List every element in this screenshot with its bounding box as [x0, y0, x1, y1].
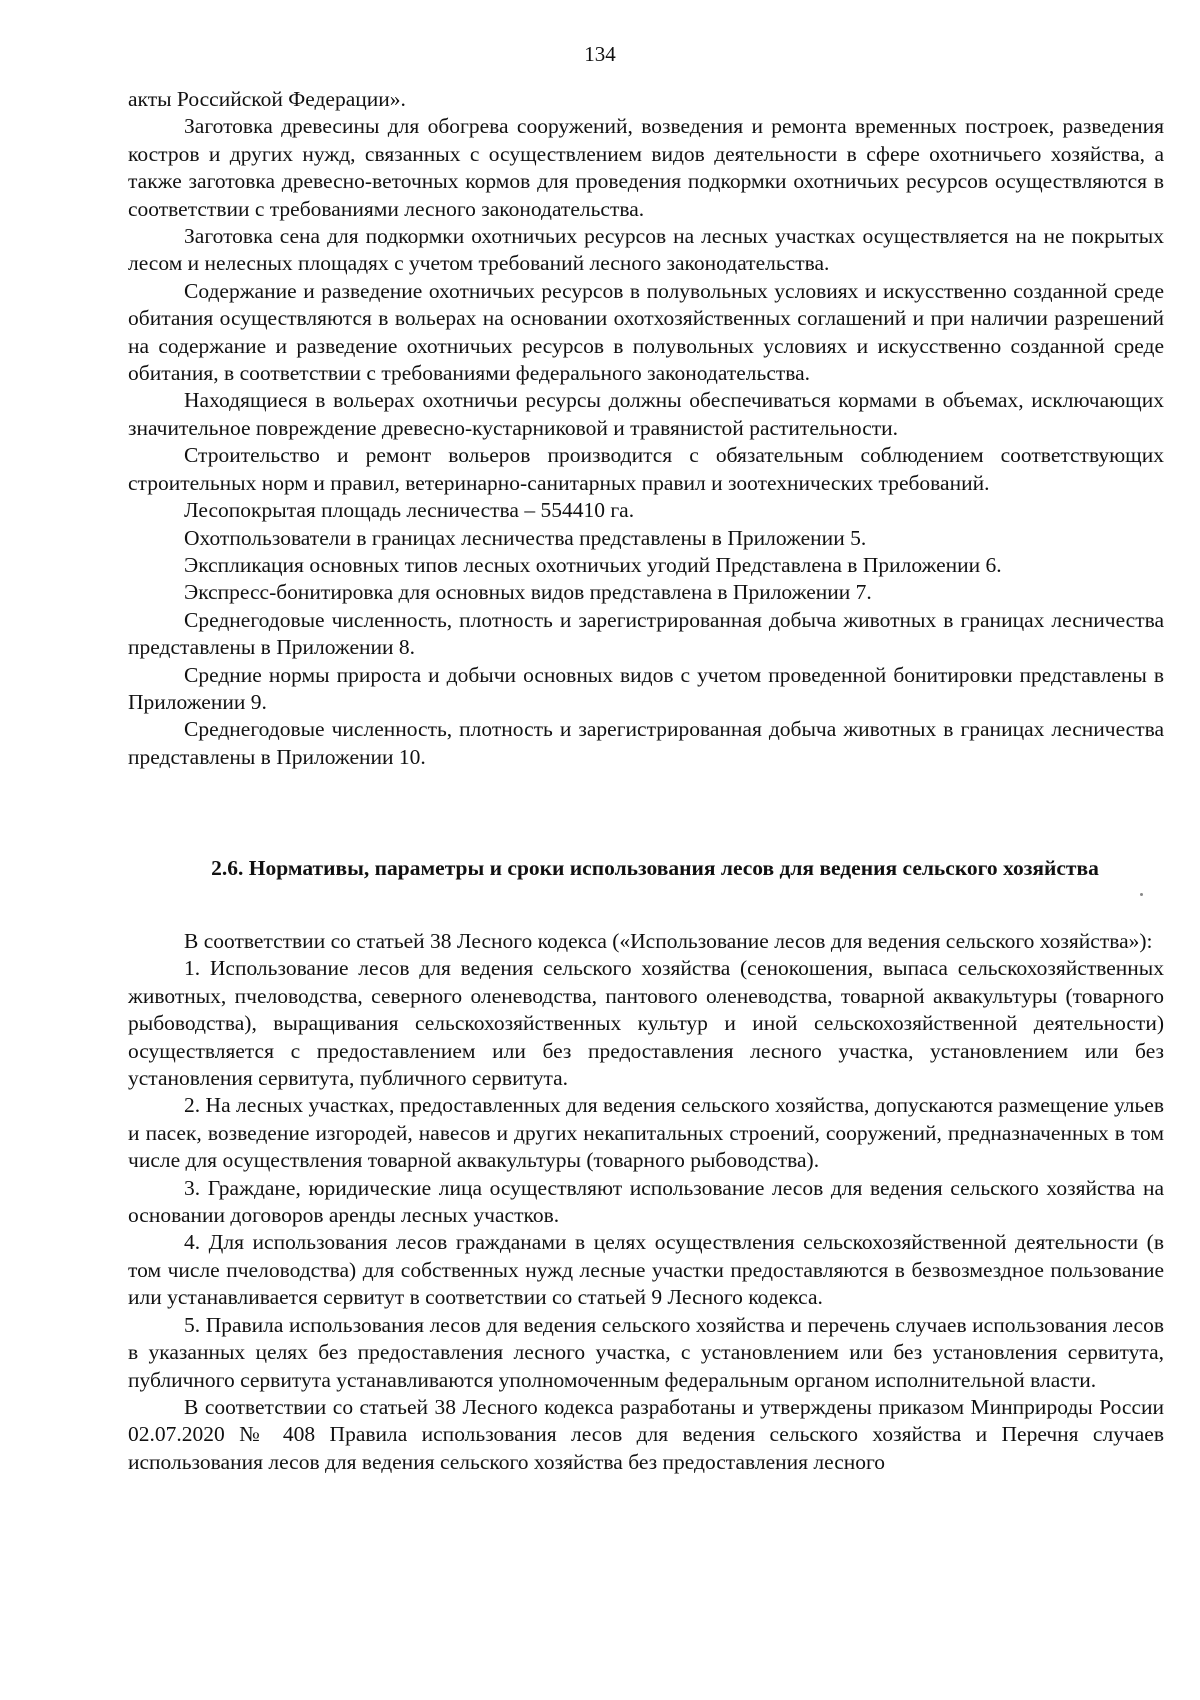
- paragraph: Содержание и разведение охотничьих ресурсов в полувольных условиях и искусственно созданной среде обитания осуществляются в вольерах на основании охотхозяйственных соглашений и при наличии разрешений на содержание и разведение охотничьих ресурсов в полувольных условиях и искусственно созданной среде обитания, в соответствии с требованиями федерального законодательства.: [128, 278, 1164, 386]
- section-heading: 2.6. Нормативы, параметры и сроки использования лесов для ведения сельского хозяйства: [211, 856, 1099, 880]
- list-item: 1. Использование лесов для ведения сельского хозяйства (сенокошения, выпаса сельскохозяйственных животных, пчеловодства, северного оленеводства, пантового оленеводства, товарной аквакультуры (товарного рыбоводства), выращивания сельскохозяйственных культур и иной сельскохозяйственной деятельности) осуществляется с предоставлением или без предоставления лесного участка, установлением или без установления сервитута, публичного сервитута.: [128, 956, 1164, 1091]
- list-item: 2. На лесных участках, предоставленных для ведения сельского хозяйства, допускаются размещение ульев и пасек, возведение изгородей, навесов и других некапитальных строений, сооружений, предназначенных в том числе для осуществления товарной аквакультуры (товарного рыбоводства).: [128, 1093, 1164, 1173]
- section-agriculture-text: [128, 928, 1164, 1476]
- paragraph: акты Российской Федерации».: [128, 87, 406, 111]
- paragraph: Лесопокрытая площадь лесничества – 554410 га.: [184, 498, 635, 523]
- paragraph: Средние нормы прироста и добычи основных видов с учетом проведенной бонитировки представлены в Приложении 9.: [128, 662, 1164, 714]
- section-hunting-text: [128, 86, 1164, 771]
- paragraph: Экспресс-бонитировка для основных видов представлена в Приложении 7.: [184, 580, 872, 605]
- paragraph: Среднегодовые численность, плотность и зарегистрированная добыча животных в границах лесничества представлены в Приложении 8.: [128, 607, 1164, 660]
- list-item: 4. Для использования лесов гражданами в целях осуществления сельскохозяйственной деятельности (в том числе пчеловодства) для собственных нужд лесные участки предоставляются в безвозмездное пользование или устанавливается сервитут в соответствии со статьей 9 Лесного кодекса.: [128, 1230, 1164, 1310]
- list-item: 3. Граждане, юридические лица осуществляют использование лесов для ведения сельского хозяйства на основании договоров аренды лесных участков.: [128, 1175, 1164, 1228]
- paragraph: Заготовка сена для подкормки охотничьих ресурсов на лесных участках осуществляется на не покрытых лесом и нелесных площадях с учетом требований лесного законодательства.: [128, 224, 1164, 276]
- list-item: 5. Правила использования лесов для ведения сельского хозяйства и перечень случаев использования лесов в указанных целях без предоставления лесного участка, с установлением или без установления сервитута, публичного сервитута устанавливаются уполномоченным федеральным органом исполнительной власти.: [128, 1312, 1164, 1392]
- page-number: 134: [584, 42, 616, 66]
- scan-speck: [1140, 893, 1143, 896]
- paragraph: В соответствии со статьей 38 Лесного кодекса («Использование лесов для ведения сельского хозяйства»):: [184, 929, 1153, 953]
- paragraph: Строительство и ремонт вольеров производится с обязательным соблюдением соответствующих строительных норм и правил, ветеринарно-санитарных правил и зоотехнических требований.: [128, 443, 1164, 495]
- paragraph: Охотпользователи в границах лесничества представлены в Приложении 5.: [184, 525, 867, 550]
- paragraph: Экспликация основных типов лесных охотничьих угодий Представлена в Приложении 6.: [184, 552, 1002, 577]
- paragraph: В соответствии со статьей 38 Лесного кодекса разработаны и утверждены приказом Минприроды России 02.07.2020 № 408 Правила использования лесов для ведения сельского хозяйства и Перечня случаев использования лесов для ведения сельского хозяйства без предоставления лесного: [128, 1394, 1164, 1474]
- paragraph: Среднегодовые численность, плотность и зарегистрированная добыча животных в границах лесничества представлены в Приложении 10.: [128, 717, 1164, 769]
- paragraph: Находящиеся в вольерах охотничьи ресурсы должны обеспечиваться кормами в объемах, исключающих значительное повреждение древесно-кустарниковой и травянистой растительности.: [128, 388, 1164, 440]
- paragraph: Заготовка древесины для обогрева сооружений, возведения и ремонта временных построек, разведения костров и других нужд, связанных с осуществлением видов деятельности в сфере охотничьего хозяйства, а также заготовка древесно-веточных кормов для проведения подкормки охотничьих ресурсов осуществляются в соответствии с требованиями лесного законодательства.: [128, 114, 1164, 221]
